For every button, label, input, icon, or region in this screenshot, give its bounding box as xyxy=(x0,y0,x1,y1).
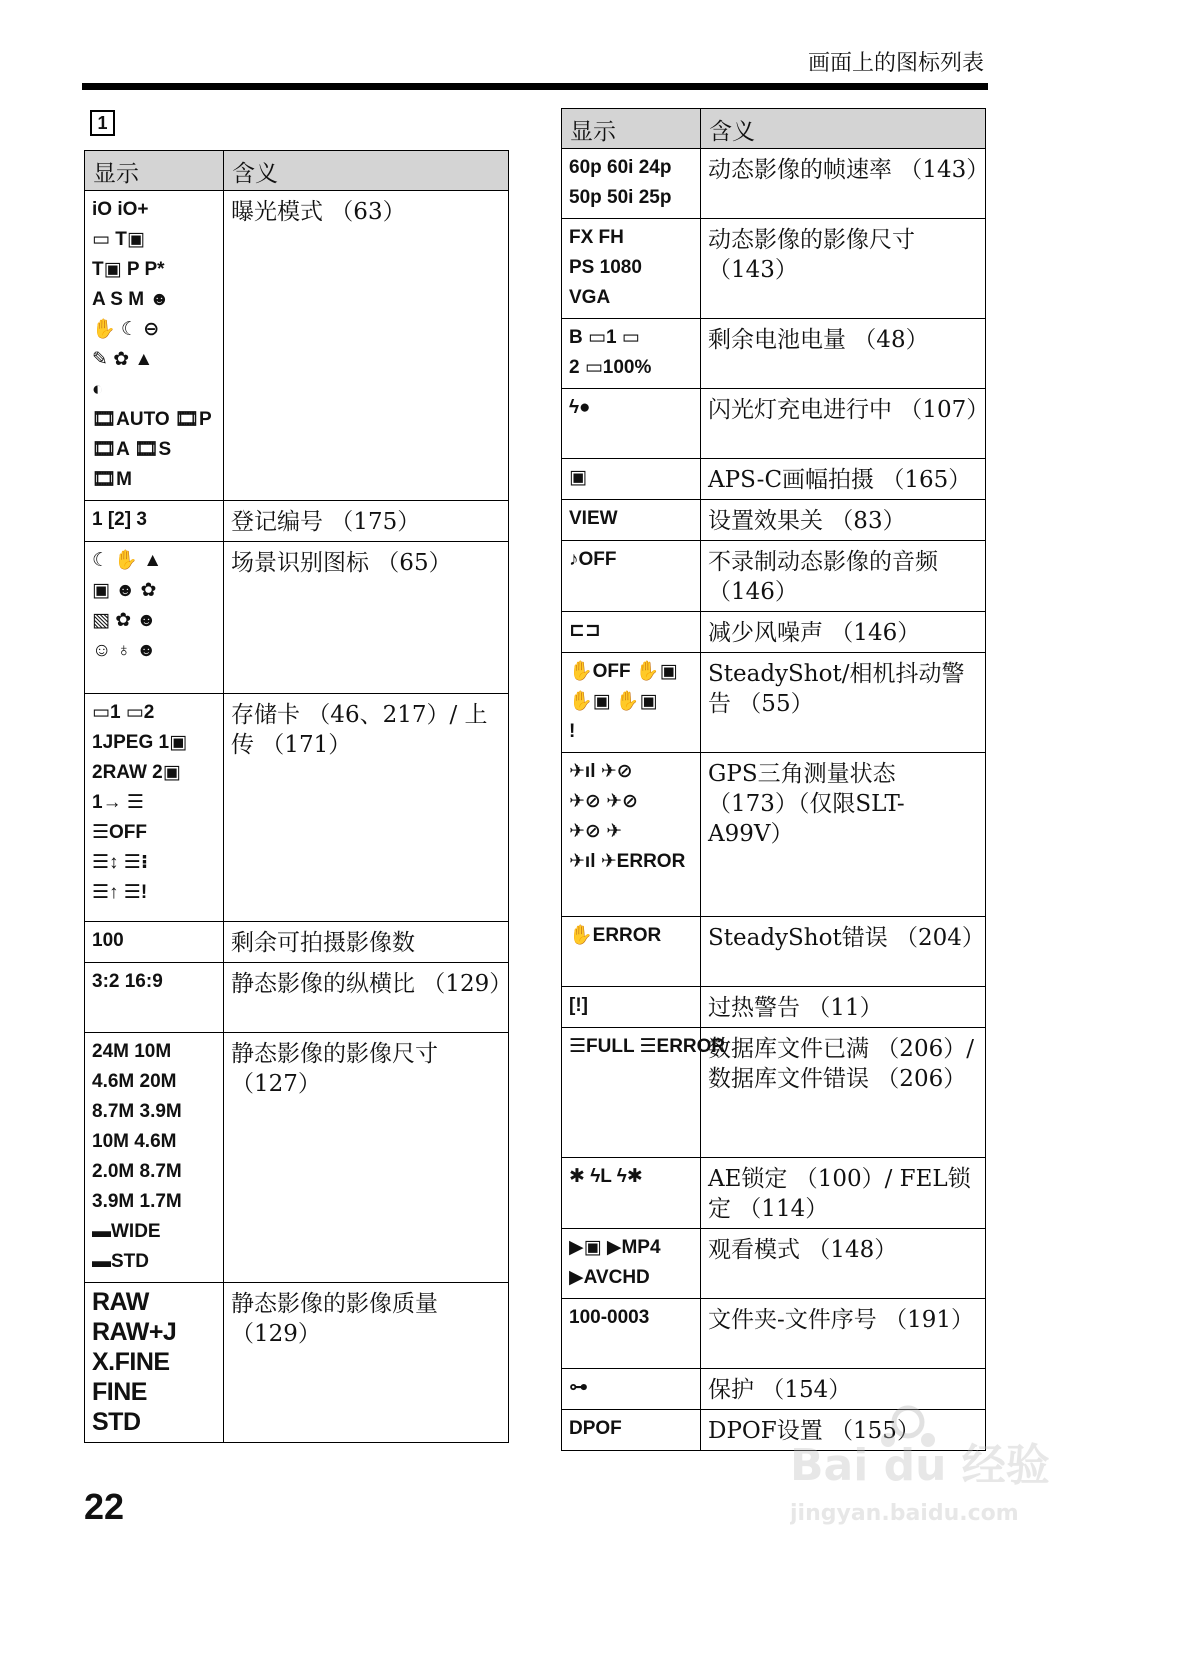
section-box-number: 1 xyxy=(90,110,115,136)
display-icon-line: ⊏⊐ xyxy=(569,620,601,641)
display-icons-cell xyxy=(562,917,701,987)
display-icon-line: FINE xyxy=(92,1378,147,1406)
display-icon-line: ☰↑ ☰! xyxy=(92,882,148,903)
display-icons-cell xyxy=(562,319,701,389)
display-icon-line: 50p 50i 25p xyxy=(569,187,672,208)
meaning-cell: 保护 （154） xyxy=(701,1369,986,1410)
table-row xyxy=(562,319,986,389)
table-row xyxy=(85,922,509,963)
table-row xyxy=(562,500,986,541)
table-row xyxy=(85,542,509,694)
table-row xyxy=(562,753,986,917)
display-icons-cell xyxy=(85,1033,224,1283)
meaning-cell: 剩余电池电量 （48） xyxy=(701,319,986,389)
display-icons-cell xyxy=(85,963,224,1033)
table-row xyxy=(85,1033,509,1283)
display-icon-line: 10M 4.6M xyxy=(92,1131,177,1152)
display-icon-line: ☰↕ ☰⁝ xyxy=(92,852,149,873)
meaning-cell: 过热警告 （11） xyxy=(701,987,986,1028)
table-row xyxy=(85,501,509,542)
display-icon-line: ✋ ☾ ⊖ xyxy=(92,319,160,340)
baidu-watermark-logo xyxy=(790,1400,1050,1530)
right-head-display: 显示 xyxy=(562,109,701,149)
display-icon-line: ✋ERROR xyxy=(569,925,662,946)
meaning-cell: 不录制动态影像的音频 （146） xyxy=(701,541,986,612)
page-header-title: 画面上的图标列表 xyxy=(807,51,984,76)
watermark-brand: Bai du 经验 xyxy=(790,1440,1050,1491)
table-row xyxy=(85,1283,509,1443)
display-icon-line: VIEW xyxy=(569,508,618,529)
display-icon-line: 1→ ☰ xyxy=(92,792,144,813)
display-icon-line: 🎞M xyxy=(92,469,132,490)
meaning-cell: 动态影像的影像尺寸 （143） xyxy=(701,219,986,319)
meaning-cell: 登记编号 （175） xyxy=(224,501,509,542)
display-icon-line: 100-0003 xyxy=(569,1307,650,1328)
display-icon-line: 8.7M 3.9M xyxy=(92,1101,182,1122)
meaning-cell: GPS三角测量状态 （173）（仅限SLT-A99V） xyxy=(701,753,986,917)
left-head-meaning: 含义 xyxy=(224,151,509,191)
display-icon-line: ▣ ☻ ✿ xyxy=(92,580,157,601)
table-row xyxy=(562,541,986,612)
table-row xyxy=(85,694,509,922)
page-number: 22 xyxy=(84,1486,125,1527)
display-icon-line: ✱ ϟL ϟ✱ xyxy=(569,1166,643,1187)
display-icon-line: 100 xyxy=(92,930,124,951)
display-icon-line: ⊶ xyxy=(569,1377,588,1398)
meaning-cell: 动态影像的帧速率 （143） xyxy=(701,149,986,219)
table-row xyxy=(562,149,986,219)
meaning-cell: 观看模式 （148） xyxy=(701,1229,986,1299)
display-icon-line: RAW+J xyxy=(92,1318,177,1346)
display-icon-line: [!] xyxy=(569,995,588,1016)
meaning-cell: 静态影像的纵横比 （129） xyxy=(224,963,509,1033)
display-icon-line: ▬WIDE xyxy=(92,1221,161,1242)
display-icon-line: ☰OFF xyxy=(92,822,148,843)
display-icons-cell xyxy=(562,753,701,917)
header-rule xyxy=(82,83,988,90)
meaning-cell: 文件夹-文件序号 （191） xyxy=(701,1299,986,1369)
display-icon-line: ✋OFF ✋▣ xyxy=(569,661,678,682)
meaning-cell: 静态影像的影像尺寸 （127） xyxy=(224,1033,509,1283)
display-icon-line: 🎞AUTO 🎞P xyxy=(92,409,212,430)
table-row xyxy=(562,219,986,319)
display-icon-line: 1JPEG 1▣ xyxy=(92,732,188,753)
display-icon-line: ♪OFF xyxy=(569,549,617,570)
display-icon-line: ✈⊘ ✈⊘ xyxy=(569,791,638,812)
display-icon-line: ▶AVCHD xyxy=(569,1267,650,1288)
display-icon-line: iO iO+ xyxy=(92,199,149,220)
display-icon-line: ✈ıl ✈⊘ xyxy=(569,761,633,782)
display-icons-cell xyxy=(562,987,701,1028)
display-icons-cell xyxy=(562,1028,726,1158)
left-head-display: 显示 xyxy=(85,151,224,191)
display-icons-cell xyxy=(562,459,701,500)
display-icon-line: ◐ xyxy=(92,379,104,400)
display-icon-line: ▭1 ▭2 xyxy=(92,702,155,723)
meaning-cell: SteadyShot错误 （204） xyxy=(701,917,986,987)
meaning-cell: 数据库文件已满 （206）/ 数据库文件错误 （206） xyxy=(701,1028,986,1158)
display-icon-line: A S M ☻ xyxy=(92,289,170,310)
meaning-cell: APS-C画幅拍摄 （165） xyxy=(701,459,986,500)
table-row xyxy=(562,1229,986,1299)
meaning-cell: SteadyShot/相机抖动警告 （55） xyxy=(701,653,986,753)
display-icons-cell xyxy=(85,694,224,922)
watermark-url: jingyan.baidu.com xyxy=(790,1501,1019,1526)
display-icon-line: ▭ T▣ xyxy=(92,229,145,250)
display-icon-line: 1 [2] 3 xyxy=(92,509,147,530)
display-icon-line: 60p 60i 24p xyxy=(569,157,672,178)
display-icons-cell xyxy=(562,389,701,459)
meaning-cell: 曝光模式 （63） xyxy=(224,191,509,501)
meaning-cell: 存储卡 （46、217）/ 上传 （171） xyxy=(224,694,509,922)
display-icons-cell xyxy=(562,653,701,753)
display-icons-cell xyxy=(562,1369,701,1410)
display-icon-line: 🎞A 🎞S xyxy=(92,439,172,460)
display-icons-cell xyxy=(562,541,701,612)
table-row xyxy=(562,987,986,1028)
meaning-cell: 场景识别图标 （65） xyxy=(224,542,509,694)
display-icon-line: ! xyxy=(569,721,576,742)
meaning-cell: 剩余可拍摄影像数 xyxy=(224,922,509,963)
display-icon-line: X.FINE xyxy=(92,1348,170,1376)
display-icon-line: 2.0M 8.7M xyxy=(92,1161,182,1182)
display-icon-line: ▬STD xyxy=(92,1251,149,1272)
display-icon-line: STD xyxy=(92,1408,141,1436)
display-icons-cell xyxy=(562,612,701,653)
meaning-cell: DPOF设置 （155） xyxy=(701,1410,986,1451)
right-head-meaning: 含义 xyxy=(701,109,986,149)
table-row xyxy=(562,917,986,987)
display-icons-cell xyxy=(85,542,224,694)
display-icon-line: ▧ ✿ ☻ xyxy=(92,610,157,631)
display-icons-cell xyxy=(562,1299,701,1369)
meaning-cell: AE锁定 （100）/ FEL锁定 （114） xyxy=(701,1158,986,1229)
meaning-cell: 减少风噪声 （146） xyxy=(701,612,986,653)
display-icon-line: ✋▣ ✋▣ xyxy=(569,691,658,712)
table-row xyxy=(562,389,986,459)
display-icons-cell xyxy=(562,149,701,219)
display-icon-line: ✈ıl ✈ERROR xyxy=(569,851,686,872)
display-icons-cell xyxy=(562,1158,701,1229)
meaning-cell: 闪光灯充电进行中 （107） xyxy=(701,389,986,459)
table-row xyxy=(85,191,509,501)
display-icon-line: 2RAW 2▣ xyxy=(92,762,181,783)
display-icon-line: T▣ P P* xyxy=(92,259,165,280)
display-icon-line: ✎ ✿ ▲ xyxy=(92,349,154,370)
display-icon-line: 3.9M 1.7M xyxy=(92,1191,182,1212)
display-icons-cell xyxy=(85,922,224,963)
table-row xyxy=(562,459,986,500)
table-row xyxy=(562,612,986,653)
display-icon-line: ☾ ✋ ▲ xyxy=(92,550,163,571)
meaning-cell: 设置效果关 （83） xyxy=(701,500,986,541)
display-icons-cell xyxy=(562,1410,701,1451)
right-icon-table xyxy=(561,108,990,1451)
table-row xyxy=(562,1028,986,1158)
display-icons-cell xyxy=(85,191,224,501)
display-icon-line: 3:2 16:9 xyxy=(92,971,163,992)
display-icons-cell xyxy=(562,219,701,319)
meaning-cell: 静态影像的影像质量 （129） xyxy=(224,1283,509,1443)
table-row xyxy=(562,653,986,753)
display-icon-line: ✈⊘ ✈ xyxy=(569,821,623,842)
display-icons-cell xyxy=(85,501,224,542)
display-icon-line: ϟ● xyxy=(569,397,591,418)
table-row xyxy=(562,1299,986,1369)
display-icon-line: 24M 10M xyxy=(92,1041,172,1062)
display-icon-line: 4.6M 20M xyxy=(92,1071,177,1092)
display-icon-line: ▣ xyxy=(569,467,587,488)
left-icon-table xyxy=(84,150,513,1443)
display-icon-line: PS 1080 xyxy=(569,257,642,278)
table-row xyxy=(85,963,509,1033)
display-icon-line: 2 ▭100% xyxy=(569,357,652,378)
display-icon-line: RAW xyxy=(92,1288,149,1316)
display-icon-line: ☰FULL ☰ERROR xyxy=(569,1036,726,1057)
display-icons-cell xyxy=(85,1283,224,1443)
display-icon-line: FX FH xyxy=(569,227,624,248)
display-icons-cell xyxy=(562,1229,701,1299)
table-row xyxy=(562,1158,986,1229)
display-icon-line: ▶▣ ▶MP4 xyxy=(569,1237,661,1258)
display-icon-line: ☺ ♁ ☻ xyxy=(92,640,157,661)
display-icons-cell xyxy=(562,500,701,541)
display-icon-line: VGA xyxy=(569,287,611,308)
display-icon-line: DPOF xyxy=(569,1418,622,1439)
display-icon-line: B ▭1 ▭ xyxy=(569,327,640,348)
